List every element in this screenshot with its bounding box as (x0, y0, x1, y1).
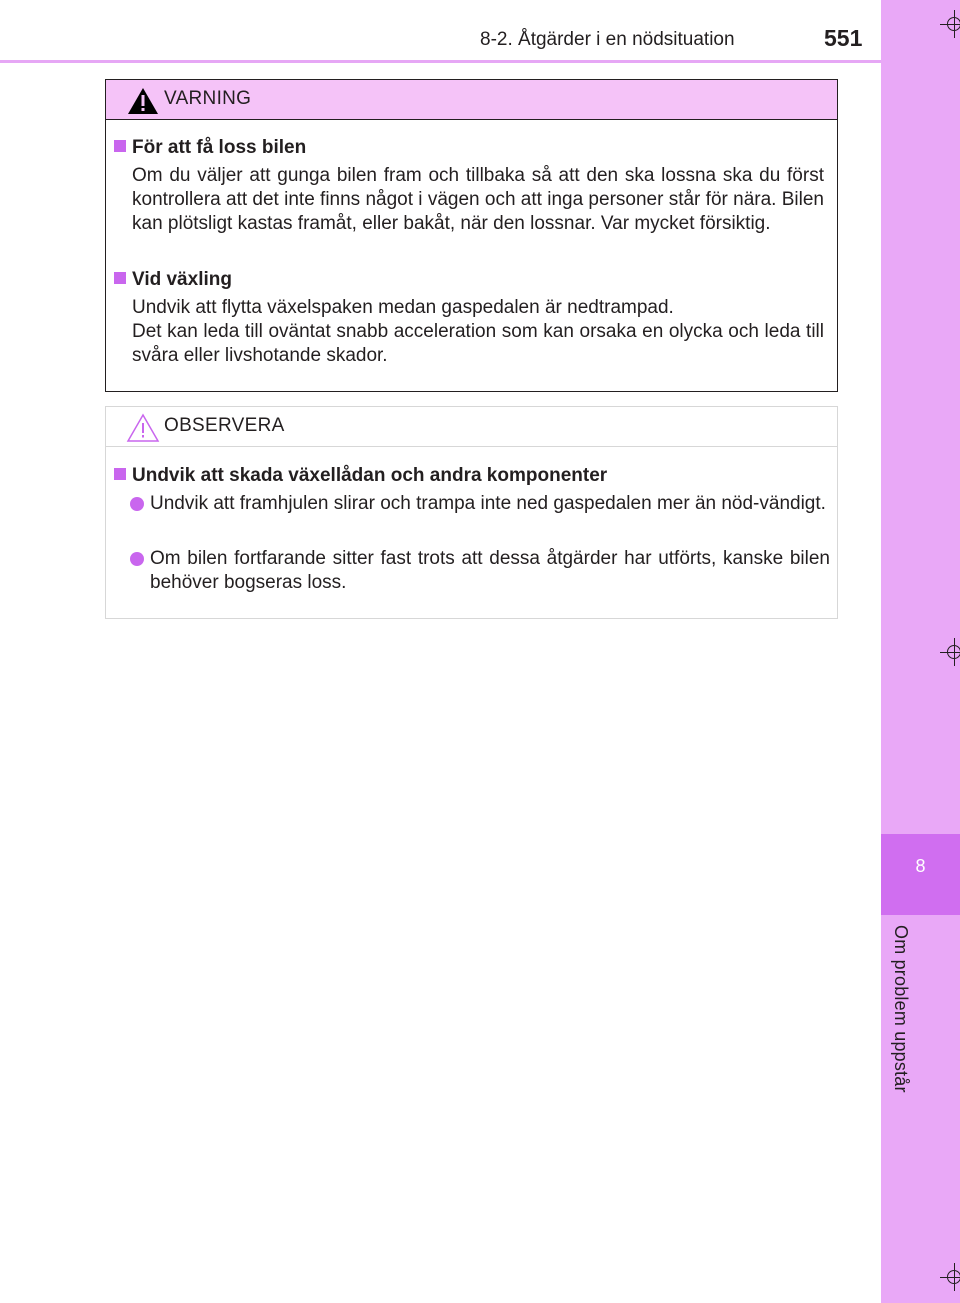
warning-text-2a: Undvik att flytta växelspaken medan gaspedalen är nedtrampad. (132, 297, 674, 318)
warning-text-2b: Det kan leda till oväntat snabb acceleration som kan orsaka en olycka och leda till svåra eller livshotande skador. (132, 321, 824, 366)
header-divider (0, 60, 881, 63)
chapter-label: Om problem uppstår (891, 925, 911, 1093)
caution-triangle-icon (126, 413, 160, 443)
notice-header (106, 407, 837, 447)
round-bullet-icon (130, 552, 144, 566)
warning-box (105, 79, 838, 392)
square-bullet-icon (114, 468, 126, 480)
warning-header (106, 80, 837, 120)
section-title: 8-2. Åtgärder i en nödsituation (480, 29, 735, 50)
chapter-number: 8 (915, 856, 926, 876)
square-bullet-icon (114, 140, 126, 152)
warning-text-1: Om du väljer att gunga bilen fram och tillbaka så att den ska lossna ska du först kontrollera att det inte finns något i vägen och att inga personer står för nära. Bilen kan plötsligt kastas framåt, eller bakåt, när den lossnar. Var mycket försiktig. (132, 165, 824, 234)
page-number: 551 (824, 25, 863, 51)
chapter-tab[interactable] (881, 834, 960, 915)
notice-label: OBSERVERA (164, 415, 285, 436)
square-bullet-icon (114, 272, 126, 284)
warning-heading-2: Vid växling (114, 268, 232, 292)
list-item: Om bilen fortfarande sitter fast trots att dessa åtgärder har utförts, kanske bilen behöver bogseras loss. (130, 547, 830, 595)
list-item: Undvik att framhjulen slirar och trampa inte ned gaspedalen mer än nöd-vändigt. (130, 492, 830, 516)
round-bullet-icon (130, 497, 144, 511)
warning-triangle-icon (126, 86, 160, 116)
notice-box (105, 406, 838, 619)
warning-heading-1: För att få loss bilen (114, 136, 306, 160)
warning-label: VARNING (164, 88, 252, 109)
notice-heading: Undvik att skada växellådan och andra komponenter (114, 464, 607, 488)
